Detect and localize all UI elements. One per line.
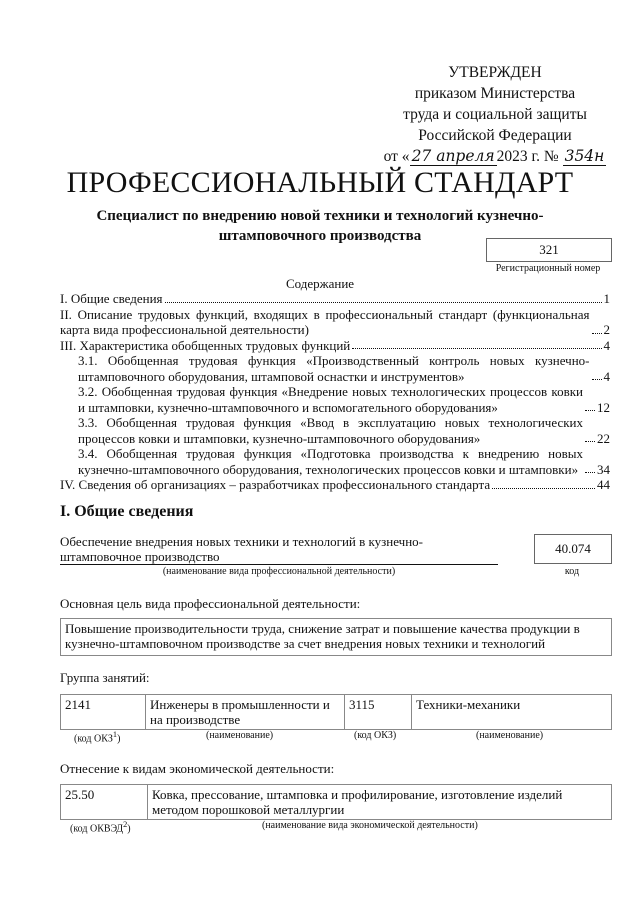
activity-caption: (наименование вида профессиональной деятельности) <box>162 566 396 577</box>
toc-leader <box>585 472 595 473</box>
toc-item-page: 12 <box>597 399 610 415</box>
toc-item-page: 2 <box>603 322 610 337</box>
toc-heading: Содержание <box>285 276 355 291</box>
toc-item-page: 1 <box>603 291 610 306</box>
okz-name-caption-1: (наименование) <box>206 730 274 741</box>
econ-activity-table <box>60 784 612 820</box>
toc-item-page: 34 <box>597 461 610 477</box>
toc-leader <box>165 302 602 303</box>
okved-code: 25.50 <box>61 785 148 820</box>
toc-item-text: I. Общие сведения <box>60 291 163 306</box>
document-title: ПРОФЕССИОНАЛЬНЫЙ СТАНДАРТ <box>66 166 574 199</box>
toc-item-page: 4 <box>603 337 610 353</box>
toc-item-text: 3.4. Обобщенная трудовая функция «Подготовка производства к внедрению новых кузнечно-штамповочного оборудования, технологических процессов ковки и штамповки» <box>78 446 583 477</box>
date-year: 2023 г. № <box>496 148 559 165</box>
table-row <box>61 695 612 730</box>
goal-label: Основная цель вида профессиональной деятельности: <box>60 596 361 611</box>
toc-item-text: III. Характеристика обобщенных трудовых функций <box>60 337 351 353</box>
okz-code-1: 2141 <box>61 695 146 730</box>
toc-item[interactable] <box>60 353 610 384</box>
okz-name-1: Инженеры в промышленности и на производстве <box>146 695 345 730</box>
toc-item-text: II. Описание трудовых функций, входящих в профессиональный стандарт (функциональная карта вида профессиональной деятельности) <box>60 306 590 337</box>
approval-line-4: Российской Федерации <box>418 127 572 144</box>
toc-leader <box>585 410 595 411</box>
okz-code-caption-2: (код ОКЗ) <box>354 730 397 741</box>
toc-item[interactable] <box>60 307 610 338</box>
goal-text: Повышение производительности труда, снижение затрат и повышение качества продукции в кузнечно-штамповочном производстве за счет внедрения новых техники и технологий <box>60 618 612 656</box>
approval-line-1: УТВЕРЖДЕН <box>448 64 542 81</box>
activity-name <box>60 534 498 565</box>
okz-name-caption-2: (наименование) <box>476 730 544 741</box>
okz-name-2: Техники-механики <box>412 695 612 730</box>
table-of-contents <box>60 291 610 493</box>
activity-name-text: Обеспечение внедрения новых техники и технологий в кузнечно-штамповочное производство <box>60 534 423 564</box>
approval-line-2: приказом Министерства <box>414 85 576 102</box>
toc-item[interactable] <box>60 415 610 446</box>
toc-leader <box>585 441 595 442</box>
toc-item-page: 44 <box>597 477 610 492</box>
toc-item-text: 3.2. Обобщенная трудовая функция «Внедрение новых технологических процессов ковки и штамповки, кузнечно-штамповочного и вспомогательного оборудования» <box>78 384 583 415</box>
date-prefix: от « <box>383 148 410 165</box>
toc-item[interactable] <box>60 291 610 307</box>
toc-leader <box>492 488 595 489</box>
econ-label: Отнесение к видам экономической деятельности: <box>60 761 335 776</box>
toc-item-text: IV. Сведения об организациях – разработчиках профессионального стандарта <box>60 477 491 492</box>
registration-number-label: Регистрационный номер <box>495 263 601 274</box>
toc-item-page: 4 <box>603 368 610 384</box>
handwritten-number: 354н <box>564 147 605 165</box>
okz-code-caption-1: (код ОКЗ$^1$) <box>74 730 121 745</box>
group-label: Группа занятий: <box>60 670 150 685</box>
toc-item-text: 3.1. Обобщенная трудовая функция «Производственный контроль новых кузнечно-штамповочного оборудования, штамповой оснастки и инструментов» <box>78 353 590 384</box>
toc-leader <box>592 379 602 380</box>
activity-code-caption: код <box>564 566 580 577</box>
table-row <box>61 785 612 820</box>
section-title: I. Общие сведения <box>60 503 194 520</box>
occupation-group-table <box>60 694 612 730</box>
approval-line-3: труда и социальной защиты <box>403 106 587 123</box>
okved-name-caption: (наименование вида экономической деятельности) <box>262 820 478 831</box>
toc-leader <box>352 348 601 349</box>
toc-item[interactable] <box>60 338 610 354</box>
toc-leader <box>592 333 602 334</box>
toc-item[interactable] <box>60 446 610 477</box>
okved-code-caption: (код ОКВЭД$^2$) <box>70 820 131 835</box>
okved-name: Ковка, прессование, штамповка и профилирование, изготовление изделий методом порошковой металлургии <box>148 785 612 820</box>
approval-block <box>380 62 610 167</box>
okz-code-2: 3115 <box>345 695 412 730</box>
handwritten-date: 27 апреля <box>411 147 495 165</box>
toc-item[interactable] <box>60 477 610 493</box>
toc-item-text: 3.3. Обобщенная трудовая функция «Ввод в эксплуатацию новых технологических процессов ковки и штамповки, кузнечно-штамповочного оборудования» <box>78 415 583 446</box>
document-subtitle: Специалист по внедрению новой техники и технологий кузнечно-штамповочного производства <box>96 208 544 244</box>
registration-number-box: 321 <box>486 238 612 262</box>
approval-date-line <box>380 146 610 167</box>
toc-item-page: 22 <box>597 430 610 446</box>
activity-code-box: 40.074 <box>534 534 612 564</box>
toc-item[interactable] <box>60 384 610 415</box>
